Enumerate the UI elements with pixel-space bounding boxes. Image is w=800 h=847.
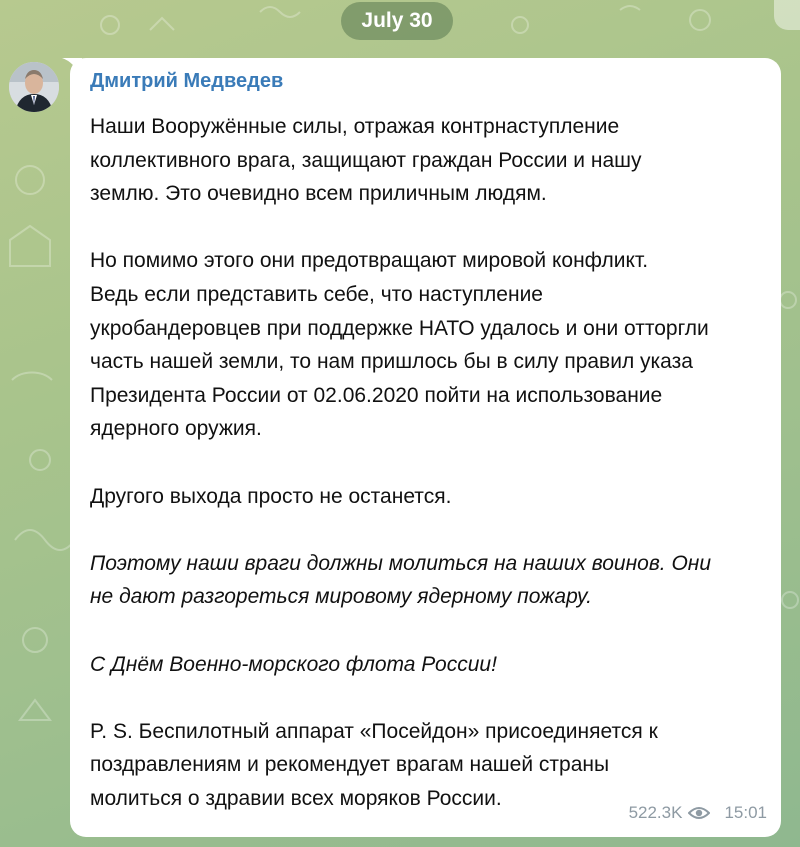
view-count: 522.3K	[628, 803, 683, 822]
message-paragraph	[90, 480, 770, 514]
message-line: Но помимо этого они предотвращают мировой конфликт.	[90, 249, 649, 273]
message-line: Другого выхода просто не останется.	[90, 484, 452, 508]
message-line: землю. Это очевидно всем приличным людям.	[90, 182, 547, 206]
message-line: Ведь если представить себе, что наступление	[90, 282, 543, 306]
message-text	[90, 110, 770, 815]
message-bubble[interactable]	[70, 58, 781, 837]
message-line: Президента России от 02.06.2020 пойти на использование	[90, 383, 663, 407]
message-line: P. S. Беспилотный аппарат «Посейдон» присоединяется к	[90, 719, 658, 743]
sender-name[interactable]: Дмитрий Медведев	[90, 70, 284, 92]
message-line: часть нашей земли, то нам пришлось бы в силу правил указа	[90, 350, 693, 374]
message-line: поздравлениям и рекомендует врагам нашей страны	[90, 753, 610, 777]
message-line: Наши Вооружённые силы, отражая контрнаступление	[90, 115, 620, 138]
message-time: 15:01	[724, 803, 767, 822]
date-badge: July 30	[341, 2, 453, 40]
message-line: коллективного врага, защищают граждан России и нашу	[90, 148, 642, 172]
scroll-corner-button[interactable]	[774, 0, 800, 30]
user-avatar-photo	[9, 62, 59, 112]
message-meta	[629, 803, 767, 823]
message-line: С Днём Военно-морского флота России!	[90, 652, 497, 676]
eye-icon	[688, 806, 710, 820]
message-line: укробандеровцев при поддержке НАТО удалось и они отторгли	[90, 316, 709, 340]
message-paragraph	[90, 110, 770, 211]
message-paragraph-italic	[90, 648, 770, 682]
avatar[interactable]	[9, 62, 59, 112]
message-line: ядерного оружия.	[90, 417, 262, 441]
message-paragraph	[90, 244, 770, 446]
message-paragraph	[90, 715, 770, 816]
message-line: молиться о здравии всех моряков России.	[90, 786, 502, 810]
message-line: Поэтому наши враги должны молиться на наших воинов. Они	[90, 551, 712, 575]
message-line: не дают разгореться мировому ядерному пожару.	[90, 585, 592, 609]
message-paragraph-italic	[90, 547, 770, 614]
